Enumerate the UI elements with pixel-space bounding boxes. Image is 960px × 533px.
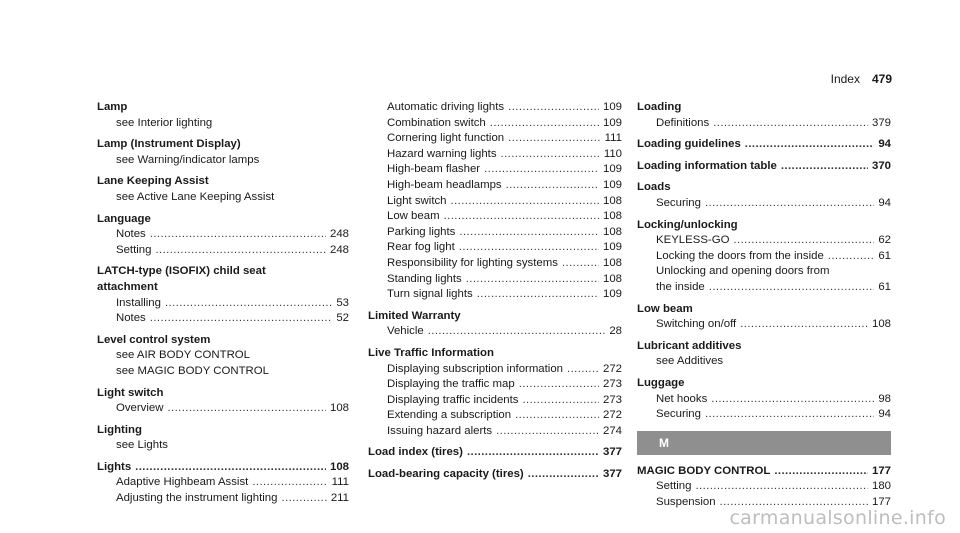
index-subentry <box>97 190 349 206</box>
index-subentry <box>97 348 349 364</box>
entry-text: Parking lights <box>387 225 456 238</box>
entry-page-number[interactable]: 177 <box>871 495 891 508</box>
dot-leader <box>713 116 868 132</box>
index-subentry[interactable] <box>368 362 622 378</box>
entry-text: see Active Lane Keeping Assist <box>116 190 275 203</box>
index-subentry[interactable] <box>368 424 622 440</box>
entry-text: Loading <box>637 101 682 113</box>
index-entry <box>97 264 349 280</box>
dot-leader <box>519 377 599 393</box>
entry-text: Load index (tires) <box>368 446 463 459</box>
dot-leader <box>444 209 599 225</box>
index-column-2 <box>368 100 622 483</box>
index-entry <box>637 339 891 355</box>
entry-page-number[interactable]: 109 <box>602 101 622 113</box>
entry-text: attachment <box>97 280 158 293</box>
entry-text: see Interior lighting <box>116 116 213 129</box>
watermark: carmanualsonline.info <box>729 507 946 530</box>
entry-page-number[interactable]: 379 <box>871 116 891 129</box>
entry-text: the inside <box>656 280 705 293</box>
index-subentry[interactable] <box>368 393 622 409</box>
entry-page-number[interactable]: 109 <box>602 163 622 176</box>
index-subentry[interactable] <box>637 479 891 495</box>
entry-page-number[interactable]: 94 <box>878 196 891 209</box>
entry-text: Locking/unlocking <box>637 218 738 231</box>
index-entry <box>97 333 349 349</box>
index-subentry[interactable] <box>97 227 349 243</box>
index-entry <box>368 346 622 362</box>
entry-text: Loading guidelines <box>637 138 741 151</box>
entry-page-number[interactable]: 109 <box>602 178 622 191</box>
entry-text: Setting <box>116 243 152 256</box>
index-entry <box>368 309 622 325</box>
index-entry <box>97 212 349 228</box>
index-subentry[interactable] <box>368 209 622 225</box>
index-subentry[interactable] <box>368 256 622 272</box>
entry-page-number[interactable]: 248 <box>329 228 349 241</box>
entry-page-number[interactable]: 108 <box>602 256 622 269</box>
index-entry <box>637 302 891 318</box>
index-subentry[interactable] <box>368 131 622 147</box>
entry-text: Switching on/off <box>656 318 737 331</box>
dot-leader <box>428 324 606 340</box>
letter-heading: M <box>637 431 891 455</box>
section-title: Index <box>830 72 860 86</box>
entry-text: High-beam headlamps <box>387 178 502 191</box>
index-entry <box>97 174 349 190</box>
entry-text: KEYLESS-GO <box>656 234 730 247</box>
entry-text: Securing <box>656 408 701 421</box>
dot-leader <box>451 194 599 210</box>
entry-page-number[interactable]: 273 <box>602 378 622 391</box>
dot-leader <box>709 280 875 296</box>
dot-leader <box>167 401 326 417</box>
index-subentry <box>97 364 349 380</box>
entry-page-number[interactable]: 274 <box>602 424 622 437</box>
dot-leader <box>740 317 868 333</box>
entry-text: Displaying traffic incidents <box>387 393 519 406</box>
index-subentry[interactable] <box>637 196 891 212</box>
dot-leader <box>508 131 601 147</box>
entry-text: Hazard warning lights <box>387 147 497 160</box>
entry-page-number[interactable]: 108 <box>602 210 622 223</box>
index-subentry[interactable] <box>368 100 622 116</box>
entry-page-number[interactable]: 111 <box>604 132 622 145</box>
entry-page-number[interactable]: 62 <box>878 234 891 247</box>
entry-text: Automatic driving lights <box>387 101 505 113</box>
index-subentry[interactable] <box>97 243 349 259</box>
index-subentry[interactable] <box>368 408 622 424</box>
index-entry[interactable] <box>637 464 891 480</box>
entry-text: Language <box>97 212 151 225</box>
index-subentry[interactable] <box>637 392 891 408</box>
index-subentry[interactable] <box>637 249 891 265</box>
index-subentry[interactable] <box>368 162 622 178</box>
entry-text: see Warning/indicator lamps <box>116 153 260 166</box>
dot-leader <box>490 116 599 132</box>
entry-text: Installing <box>116 296 161 309</box>
entry-page-number[interactable]: 108 <box>602 225 622 238</box>
index-subentry[interactable] <box>97 475 349 491</box>
dot-leader <box>733 233 874 249</box>
index-entry <box>97 423 349 439</box>
dot-leader <box>459 240 599 256</box>
entry-page-number[interactable]: 370 <box>871 159 891 172</box>
entry-page-number[interactable]: 177 <box>871 464 891 477</box>
index-entry <box>637 218 891 234</box>
dot-leader <box>515 408 599 424</box>
entry-text: Notes <box>116 312 146 325</box>
index-subentry <box>97 153 349 169</box>
dot-leader <box>501 147 600 163</box>
index-entry <box>97 280 349 296</box>
dot-leader <box>522 393 599 409</box>
entry-text: Light switch <box>97 386 164 399</box>
entry-text: Adjusting the instrument lighting <box>116 492 278 505</box>
index-subentry[interactable] <box>368 272 622 288</box>
entry-text: Overview <box>116 402 164 415</box>
entry-text: Low beam <box>637 302 693 315</box>
entry-page-number[interactable]: 108 <box>329 402 349 415</box>
dot-leader <box>567 362 599 378</box>
dot-leader <box>252 475 327 491</box>
index-column-1 <box>97 100 349 507</box>
entry-page-number[interactable]: 273 <box>602 393 622 406</box>
index-subentry[interactable] <box>97 491 349 507</box>
entry-text: Live Traffic Information <box>368 346 494 359</box>
entry-text: Lights <box>97 460 132 473</box>
entry-text: Load-bearing capacity (tires) <box>368 468 524 481</box>
index-entry[interactable] <box>368 445 622 461</box>
entry-text: Displaying the traffic map <box>387 378 515 391</box>
entry-text: Unlocking and opening doors from <box>656 265 830 278</box>
entry-text: Adaptive Highbeam Assist <box>116 476 249 489</box>
index-subentry[interactable] <box>368 377 622 393</box>
entry-page-number[interactable]: 108 <box>329 460 349 473</box>
entry-text: Lubricant additives <box>637 339 742 352</box>
entry-page-number[interactable]: 211 <box>330 492 349 505</box>
entry-page-number[interactable]: 111 <box>331 476 349 489</box>
index-subentry[interactable] <box>637 407 891 423</box>
entry-page-number[interactable]: 377 <box>602 446 622 459</box>
index-entry <box>97 386 349 402</box>
entry-page-number[interactable]: 248 <box>329 243 349 256</box>
dot-leader <box>477 287 599 303</box>
index-subentry[interactable] <box>368 240 622 256</box>
entry-page-number[interactable]: 109 <box>602 288 622 301</box>
index-entry <box>637 180 891 196</box>
dot-leader <box>155 243 326 259</box>
index-entry[interactable] <box>637 137 891 153</box>
entry-page-number[interactable]: 377 <box>602 468 622 481</box>
dot-leader <box>711 392 874 408</box>
entry-text: MAGIC BODY CONTROL <box>637 464 771 477</box>
entry-page-number[interactable]: 108 <box>602 272 622 285</box>
entry-page-number[interactable]: 108 <box>602 194 622 207</box>
index-subentry <box>637 354 891 370</box>
dot-leader <box>466 272 599 288</box>
entry-page-number[interactable]: 28 <box>609 325 622 338</box>
index-subentry[interactable] <box>368 116 622 132</box>
dot-leader <box>165 296 332 312</box>
index-subentry[interactable] <box>637 280 891 296</box>
index-entry <box>637 376 891 392</box>
entry-text: Lane Keeping Assist <box>97 175 209 188</box>
entry-text: Turn signal lights <box>387 288 473 301</box>
index-subentry <box>97 116 349 132</box>
entry-text: Securing <box>656 196 701 209</box>
page-header <box>831 72 892 88</box>
index-subentry <box>97 438 349 454</box>
index-subentry[interactable] <box>368 194 622 210</box>
entry-text: Suspension <box>656 495 716 508</box>
dot-leader <box>774 464 868 480</box>
entry-text: see MAGIC BODY CONTROL <box>116 364 269 377</box>
index-subentry[interactable] <box>637 317 891 333</box>
index-entry[interactable] <box>637 159 891 175</box>
entry-page-number[interactable]: 53 <box>336 296 349 309</box>
index-subentry[interactable] <box>368 178 622 194</box>
entry-text: Net hooks <box>656 392 708 405</box>
entry-text: Loads <box>637 181 671 194</box>
entry-page-number[interactable]: 109 <box>602 116 622 129</box>
entry-page-number[interactable]: 272 <box>602 362 622 375</box>
entry-page-number[interactable]: 61 <box>878 249 891 262</box>
entry-text: Definitions <box>656 116 710 129</box>
entry-text: High-beam flasher <box>387 163 481 176</box>
dot-leader <box>467 445 599 461</box>
entry-page-number[interactable]: 94 <box>878 408 891 421</box>
index-entry[interactable] <box>97 460 349 476</box>
index-entry <box>97 100 349 116</box>
entry-text: Lighting <box>97 423 142 436</box>
entry-text: Cornering light function <box>387 132 505 145</box>
entry-text: Notes <box>116 228 146 241</box>
index-subentry[interactable] <box>637 233 891 249</box>
dot-leader <box>705 407 874 423</box>
dot-leader <box>781 159 868 175</box>
index-entry[interactable] <box>368 467 622 483</box>
dot-leader <box>528 467 599 483</box>
entry-text: Lamp <box>97 101 128 113</box>
dot-leader <box>695 479 868 495</box>
entry-text: Responsibility for lighting systems <box>387 256 558 269</box>
entry-text: Issuing hazard alerts <box>387 424 493 437</box>
index-subentry[interactable] <box>368 324 622 340</box>
entry-text: Level control system <box>97 333 211 346</box>
entry-text: Light switch <box>387 194 447 207</box>
index-subentry[interactable] <box>368 225 622 241</box>
entry-page-number[interactable]: 94 <box>878 138 891 151</box>
dot-leader <box>484 162 599 178</box>
entry-page-number[interactable]: 180 <box>871 480 891 493</box>
dot-leader <box>745 137 875 153</box>
entry-text: see Lights <box>116 439 168 452</box>
index-subentry <box>637 264 891 280</box>
entry-text: Vehicle <box>387 325 424 338</box>
entry-text: Setting <box>656 480 692 493</box>
entry-text: see AIR BODY CONTROL <box>116 349 250 362</box>
entry-text: Loading information table <box>637 159 777 172</box>
entry-text: Luggage <box>637 376 685 389</box>
index-column-3 <box>637 100 891 510</box>
index-subentry[interactable] <box>368 287 622 303</box>
dot-leader <box>506 178 599 194</box>
dot-leader <box>135 460 326 476</box>
index-subentry[interactable] <box>637 116 891 132</box>
index-subentry[interactable] <box>368 147 622 163</box>
dot-leader <box>705 196 874 212</box>
dot-leader <box>459 225 599 241</box>
entry-text: Extending a subscription <box>387 409 512 422</box>
page-number: 479 <box>871 72 892 86</box>
index-entry <box>97 137 349 153</box>
entry-page-number[interactable]: 272 <box>602 409 622 422</box>
entry-text: Standing lights <box>387 272 462 285</box>
dot-leader <box>150 311 333 327</box>
entry-text: Combination switch <box>387 116 486 129</box>
entry-text: see Additives <box>656 355 724 368</box>
entry-text: Lamp (Instrument Display) <box>97 138 241 151</box>
entry-page-number[interactable]: 98 <box>878 392 891 405</box>
entry-text: Rear fog light <box>387 241 455 254</box>
index-entry <box>637 100 891 116</box>
entry-text: Displaying subscription information <box>387 362 564 375</box>
dot-leader <box>496 424 599 440</box>
dot-leader <box>562 256 599 272</box>
dot-leader <box>281 491 326 507</box>
entry-page-number[interactable]: 108 <box>871 318 891 331</box>
entry-page-number[interactable]: 61 <box>878 280 891 293</box>
index-subentry[interactable] <box>97 311 349 327</box>
entry-text: Locking the doors from the inside <box>656 249 824 262</box>
entry-page-number[interactable]: 110 <box>603 147 622 160</box>
entry-text: Limited Warranty <box>368 309 461 322</box>
entry-page-number[interactable]: 109 <box>602 241 622 254</box>
dot-leader <box>828 249 875 265</box>
dot-leader <box>508 100 599 116</box>
index-subentry[interactable] <box>97 401 349 417</box>
dot-leader <box>150 227 326 243</box>
index-subentry[interactable] <box>97 296 349 312</box>
entry-page-number[interactable]: 52 <box>336 312 349 325</box>
entry-text: LATCH-type (ISOFIX) child seat <box>97 265 266 278</box>
entry-text: Low beam <box>387 210 440 223</box>
